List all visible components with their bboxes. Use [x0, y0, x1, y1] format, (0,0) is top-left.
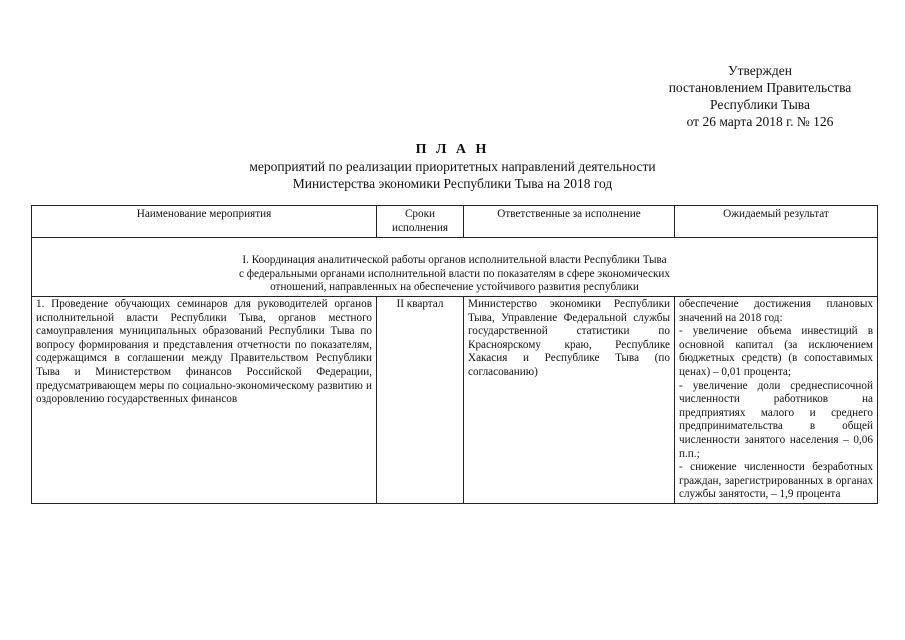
- title-line-2: Министерства экономики Республики Тыва на 2018 год: [292, 176, 613, 191]
- header-name: Наименование мероприятия: [32, 206, 377, 238]
- row-name: 1. Проведение обучающих семинаров для руководителей органов исполнительной власти Республики Тыва, органов местного самоуправления муниципальных образований Республики Тыва по вопросу формирования и представления отчетности по показателям, содержащимся в соглашении между Правительством Республики Тыва и Министерством финансов Российской Федерации, предусматривающем меры по социально-экономическому развитию и оздоровлению государственных финансов: [32, 296, 377, 503]
- result-line-3: - увеличение доли среднесписочной численности работников на предприятиях малого и среднего предпринимательства в общей численности занятого населения – 0,06 п.п.;: [679, 379, 873, 460]
- section-title: [32, 238, 878, 297]
- section-line-3: отношений, направленных на обеспечение устойчивого развития республики: [270, 281, 639, 294]
- plan-table: [31, 205, 878, 504]
- approval-line-2: постановлением Правительства: [668, 80, 852, 95]
- result-line-2: - увеличение объема инвестиций в основной капитал (за исключением бюджетных средств) (в сопоставимых ценах) – 0,01 процента;: [679, 325, 873, 378]
- row-result: [675, 296, 878, 503]
- approval-line-3: Республики Тыва: [710, 97, 810, 112]
- table-header-row: [32, 206, 878, 238]
- section-line-2: с федеральными органами исполнительной власти по показателям в сфере экономических: [239, 267, 670, 280]
- row-terms: II квартал: [377, 296, 464, 503]
- row-responsible: Министерство экономики Республики Тыва, Управление Федеральной службы государственной статистики по Красноярскому краю, Республике Хакасия и Республике Тыва (по согласованию): [464, 296, 675, 503]
- header-responsible: Ответственные за исполнение: [464, 206, 675, 238]
- result-line-1: обеспечение достижения плановых значений на 2018 год:: [679, 297, 873, 324]
- header-terms: Сроки исполнения: [377, 206, 464, 238]
- approval-line-1: Утвержден: [728, 63, 792, 78]
- section-line-1: I. Координация аналитической работы органов исполнительной власти Республики Тыва: [242, 254, 667, 267]
- title-heading: П Л А Н: [415, 142, 490, 157]
- section-row: [32, 238, 878, 297]
- approval-line-4: от 26 марта 2018 г. № 126: [686, 114, 834, 129]
- result-line-4: - снижение численности безработных граждан, зарегистрированных в органах службы занятости, – 1,9 процента: [679, 461, 873, 501]
- approval-block: [640, 62, 880, 130]
- title-line-1: мероприятий по реализации приоритетных направлений деятельности: [249, 159, 656, 174]
- header-result: Ожидаемый результат: [675, 206, 878, 238]
- table-row: [32, 296, 878, 503]
- document-title: [0, 141, 905, 192]
